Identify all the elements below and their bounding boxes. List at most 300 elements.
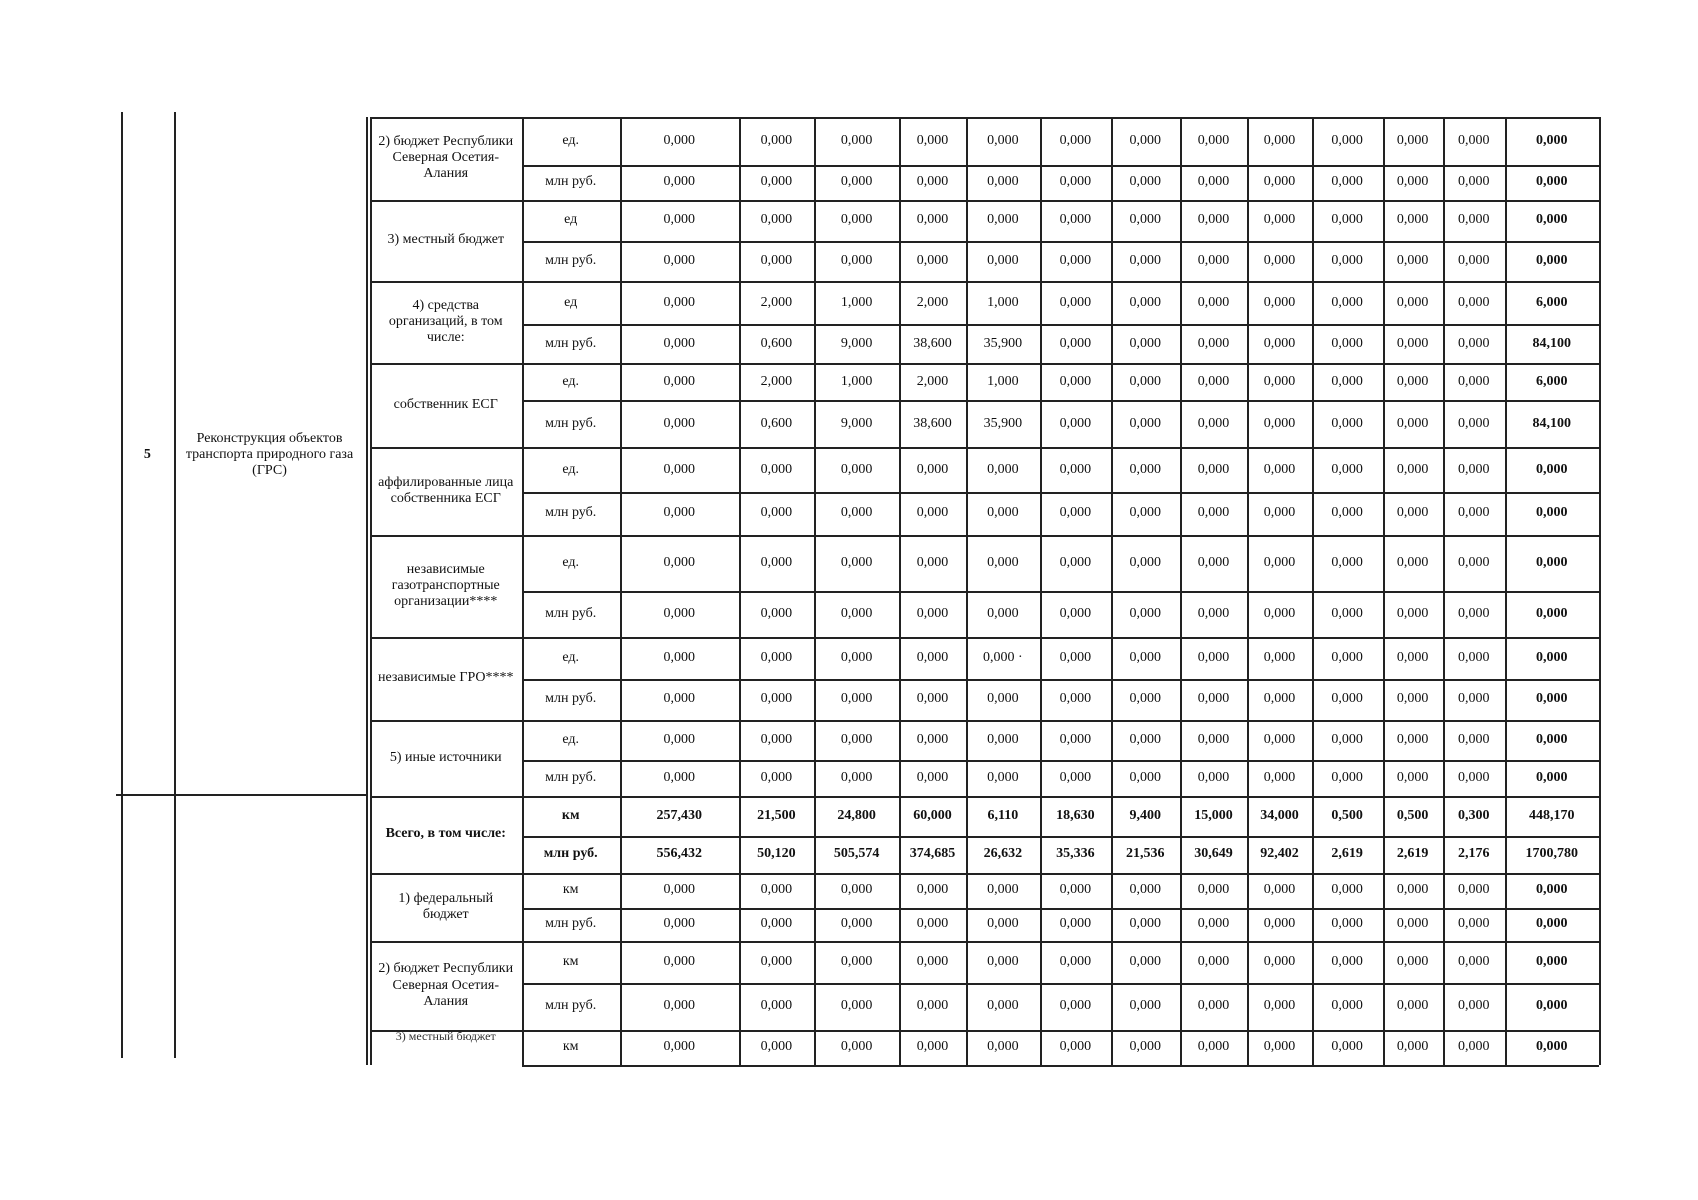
- value-cell: 0,000: [840, 954, 873, 970]
- value-cell: 0,000: [760, 649, 793, 665]
- value-cell: 0,000: [1129, 415, 1161, 431]
- value-cell: 0,000: [1457, 415, 1490, 431]
- value-cell: 0,000: [1197, 770, 1230, 786]
- value-cell: 0,000: [663, 461, 696, 477]
- value-cell: 0,000: [760, 882, 793, 898]
- value-cell: 0,000: [1263, 882, 1296, 898]
- value-cell: 9,400: [1129, 807, 1161, 823]
- value-cell: 30,649: [1194, 846, 1233, 862]
- value-cell: 0,000: [1396, 132, 1429, 148]
- value-cell: 257,430: [656, 807, 703, 823]
- value-cell: 0,000: [840, 998, 873, 1014]
- value-cell: 0,000: [840, 606, 873, 622]
- total-cell: 0,000: [1536, 882, 1568, 898]
- value-cell: 2,176: [1457, 846, 1490, 862]
- value-cell: 0,000: [1396, 954, 1429, 970]
- value-cell: 0,000: [760, 554, 793, 570]
- value-cell: 0,000: [1457, 212, 1490, 228]
- total-cell: 0,000: [1536, 606, 1568, 622]
- value-cell: 0,000: [1457, 882, 1490, 898]
- value-cell: 0,000: [760, 770, 793, 786]
- section-divider-line: [116, 794, 366, 796]
- value-cell: 38,600: [913, 415, 952, 431]
- value-cell: 18,630: [1056, 807, 1095, 823]
- value-cell: 0,000: [1331, 554, 1363, 570]
- total-cell: 0,000: [1536, 770, 1568, 786]
- value-cell: 92,402: [1260, 846, 1299, 862]
- value-cell: 0,000: [916, 505, 949, 521]
- value-cell: 0,000: [760, 606, 793, 622]
- value-cell: 0,000: [663, 954, 696, 970]
- value-cell: 0,000: [1396, 1039, 1429, 1055]
- value-cell: 34,000: [1260, 807, 1299, 823]
- total-cell: 0,000: [1536, 132, 1568, 148]
- value-cell: 0,000: [916, 882, 949, 898]
- value-cell: 0,000: [663, 554, 696, 570]
- value-cell: 0,000: [840, 691, 873, 707]
- value-cell: 0,600: [760, 415, 793, 431]
- value-cell: 0,000: [840, 554, 873, 570]
- value-cell: 0,000: [1457, 294, 1490, 310]
- value-cell: 0,000: [1129, 1039, 1161, 1055]
- value-cell: 0,000: [1263, 649, 1296, 665]
- value-cell: 0,000: [1197, 1039, 1230, 1055]
- value-cell: 0,000: [1457, 606, 1490, 622]
- value-cell: 0,000: [1331, 253, 1363, 269]
- value-cell: 0,000: [663, 691, 696, 707]
- value-cell: 0,000: [916, 174, 949, 190]
- total-cell: 0,000: [1536, 954, 1568, 970]
- value-cell: 0,000: [987, 212, 1019, 228]
- column-divider-title: [366, 117, 368, 1065]
- total-cell: 0,000: [1536, 554, 1568, 570]
- value-cell: 0,000: [760, 505, 793, 521]
- value-cell: 0,000: [1129, 882, 1161, 898]
- value-cell: 0,000: [987, 132, 1019, 148]
- source-label: 2) бюджет Республики Северная Осетия-Алания: [378, 134, 514, 182]
- value-cell: 0,000: [1059, 132, 1092, 148]
- value-cell: 0,000: [1197, 294, 1230, 310]
- value-cell: 0,000: [1197, 174, 1230, 190]
- value-cell: 0,000: [663, 916, 696, 932]
- value-cell: 0,000: [663, 1039, 696, 1055]
- total-cell: 6,000: [1536, 373, 1568, 389]
- value-cell: 0,000: [663, 770, 696, 786]
- value-cell: 0,000: [1129, 505, 1161, 521]
- value-cell: 0,000 ·: [983, 649, 1023, 665]
- value-cell: 0,000: [1263, 998, 1296, 1014]
- value-cell: 0,000: [1129, 732, 1161, 748]
- value-cell: 0,000: [1129, 212, 1161, 228]
- value-cell: 0,000: [1457, 505, 1490, 521]
- value-cell: 0,000: [1263, 732, 1296, 748]
- grid-line-vertical: [1599, 117, 1601, 797]
- value-cell: 0,000: [987, 954, 1019, 970]
- unit-cell: ед.: [562, 373, 580, 389]
- value-cell: 0,000: [760, 732, 793, 748]
- value-cell: 0,000: [663, 335, 696, 351]
- value-cell: 0,000: [916, 253, 949, 269]
- value-cell: 0,500: [1331, 807, 1363, 823]
- value-cell: 2,619: [1331, 846, 1363, 862]
- value-cell: 21,500: [757, 807, 796, 823]
- value-cell: 0,000: [1129, 954, 1161, 970]
- value-cell: 35,900: [983, 335, 1023, 351]
- source-label: 4) средства организаций, в том числе:: [388, 298, 503, 346]
- value-cell: 0,000: [840, 732, 873, 748]
- value-cell: 0,000: [1129, 691, 1161, 707]
- unit-cell: млн руб.: [545, 998, 597, 1014]
- total-cell: 84,100: [1532, 335, 1572, 351]
- value-cell: 0,000: [1263, 132, 1296, 148]
- source-label: 1) федеральный бюджет: [398, 890, 494, 923]
- value-cell: 0,000: [760, 461, 793, 477]
- value-cell: 0,000: [1396, 882, 1429, 898]
- source-label: аффилированные лица собственника ЕСГ: [378, 474, 514, 506]
- unit-cell: млн руб.: [545, 505, 597, 521]
- value-cell: 0,000: [916, 132, 949, 148]
- value-cell: 2,619: [1396, 846, 1429, 862]
- value-cell: 0,000: [840, 916, 873, 932]
- value-cell: 0,000: [1059, 174, 1092, 190]
- value-cell: 0,000: [663, 212, 696, 228]
- value-cell: 0,000: [987, 882, 1019, 898]
- value-cell: 2,000: [760, 294, 793, 310]
- value-cell: 0,000: [1197, 649, 1230, 665]
- value-cell: 0,000: [1129, 253, 1161, 269]
- value-cell: 0,000: [1263, 373, 1296, 389]
- value-cell: 0,000: [1059, 770, 1092, 786]
- value-cell: 0,000: [1197, 998, 1230, 1014]
- value-cell: 0,000: [916, 554, 949, 570]
- value-cell: 0,000: [760, 174, 793, 190]
- value-cell: 0,000: [840, 505, 873, 521]
- value-cell: 0,000: [1059, 732, 1092, 748]
- value-cell: 1,000: [987, 294, 1019, 310]
- value-cell: 0,000: [1331, 998, 1363, 1014]
- value-cell: 0,000: [916, 212, 949, 228]
- value-cell: 0,000: [760, 916, 793, 932]
- value-cell: 0,000: [1059, 606, 1092, 622]
- value-cell: 0,000: [1197, 415, 1230, 431]
- value-cell: 0,000: [1263, 212, 1296, 228]
- value-cell: 0,000: [1263, 335, 1296, 351]
- value-cell: 0,000: [1457, 335, 1490, 351]
- unit-cell: ед.: [562, 732, 580, 748]
- value-cell: 0,000: [1197, 132, 1230, 148]
- value-cell: 0,000: [1396, 212, 1429, 228]
- value-cell: 0,000: [1059, 691, 1092, 707]
- value-cell: 0,000: [1129, 132, 1161, 148]
- value-cell: 0,000: [1197, 732, 1230, 748]
- value-cell: 0,000: [840, 461, 873, 477]
- value-cell: 0,000: [1059, 649, 1092, 665]
- value-cell: 0,000: [1331, 882, 1363, 898]
- value-cell: 0,000: [916, 1039, 949, 1055]
- value-cell: 0,300: [1457, 807, 1490, 823]
- unit-cell: млн руб.: [545, 916, 597, 932]
- unit-cell: км: [562, 954, 579, 970]
- value-cell: 0,000: [663, 732, 696, 748]
- value-cell: 0,000: [663, 606, 696, 622]
- value-cell: 0,000: [1059, 554, 1092, 570]
- value-cell: 0,000: [840, 649, 873, 665]
- value-cell: 0,000: [663, 415, 696, 431]
- total-cell: 0,000: [1536, 998, 1568, 1014]
- total-cell: 1700,780: [1525, 846, 1579, 862]
- value-cell: 0,000: [1197, 554, 1230, 570]
- total-cell: 0,000: [1536, 505, 1568, 521]
- value-cell: 0,000: [1457, 461, 1490, 477]
- value-cell: 0,000: [760, 132, 793, 148]
- value-cell: 0,000: [1457, 554, 1490, 570]
- unit-cell: ед.: [562, 132, 580, 148]
- value-cell: 0,000: [1059, 294, 1092, 310]
- value-cell: 0,000: [1059, 373, 1092, 389]
- value-cell: 0,000: [1129, 461, 1161, 477]
- item-title: Реконструкция объектов транспорта природного газа (ГРС): [185, 431, 354, 479]
- unit-cell: ед.: [562, 649, 580, 665]
- value-cell: 35,900: [983, 415, 1023, 431]
- value-cell: 0,000: [1331, 335, 1363, 351]
- value-cell: 0,000: [840, 1039, 873, 1055]
- value-cell: 0,000: [916, 606, 949, 622]
- unit-cell: млн руб.: [545, 335, 597, 351]
- value-cell: 0,000: [1331, 770, 1363, 786]
- unit-cell: км: [562, 882, 579, 898]
- value-cell: 0,000: [1059, 253, 1092, 269]
- value-cell: 0,000: [1457, 916, 1490, 932]
- value-cell: 0,000: [760, 954, 793, 970]
- value-cell: 0,000: [916, 691, 949, 707]
- total-cell: 0,000: [1536, 174, 1568, 190]
- value-cell: 0,000: [1263, 253, 1296, 269]
- unit-cell: млн руб.: [545, 174, 597, 190]
- value-cell: 0,000: [1396, 505, 1429, 521]
- value-cell: 0,000: [1396, 691, 1429, 707]
- value-cell: 0,000: [1129, 373, 1161, 389]
- value-cell: 60,000: [913, 807, 952, 823]
- value-cell: 0,000: [916, 770, 949, 786]
- value-cell: 9,000: [840, 415, 873, 431]
- value-cell: 0,000: [1457, 998, 1490, 1014]
- value-cell: 0,000: [1396, 415, 1429, 431]
- total-cell: 0,000: [1536, 691, 1568, 707]
- value-cell: 0,000: [1129, 174, 1161, 190]
- value-cell: 0,000: [987, 732, 1019, 748]
- value-cell: 0,000: [1197, 954, 1230, 970]
- unit-cell: млн руб.: [545, 415, 597, 431]
- value-cell: 0,000: [1396, 253, 1429, 269]
- value-cell: 0,000: [1129, 335, 1161, 351]
- value-cell: 0,000: [987, 253, 1019, 269]
- value-cell: 21,536: [1126, 846, 1165, 862]
- value-cell: 0,000: [840, 253, 873, 269]
- value-cell: 0,000: [1396, 916, 1429, 932]
- source-label: 3) местный бюджет: [387, 232, 505, 248]
- value-cell: 0,000: [1457, 649, 1490, 665]
- value-cell: 0,000: [1457, 174, 1490, 190]
- total-cell: 0,000: [1536, 649, 1568, 665]
- value-cell: 0,600: [760, 335, 793, 351]
- value-cell: 0,000: [1197, 373, 1230, 389]
- value-cell: 0,000: [1263, 954, 1296, 970]
- value-cell: 0,000: [1331, 132, 1363, 148]
- value-cell: 38,600: [913, 335, 952, 351]
- value-cell: 0,000: [1396, 606, 1429, 622]
- value-cell: 0,000: [663, 174, 696, 190]
- value-cell: 24,800: [837, 807, 876, 823]
- total-cell: 6,000: [1536, 294, 1568, 310]
- total-cell: 0,000: [1536, 732, 1568, 748]
- value-cell: 0,000: [916, 954, 949, 970]
- value-cell: 0,000: [1263, 916, 1296, 932]
- total-cell: 84,100: [1532, 415, 1572, 431]
- value-cell: 0,000: [1331, 505, 1363, 521]
- unit-cell: ед.: [562, 554, 580, 570]
- value-cell: 2,000: [916, 294, 949, 310]
- value-cell: 0,000: [663, 505, 696, 521]
- value-cell: 0,000: [760, 998, 793, 1014]
- value-cell: 0,000: [1197, 212, 1230, 228]
- value-cell: 0,000: [1197, 335, 1230, 351]
- value-cell: 0,000: [663, 373, 696, 389]
- value-cell: 0,000: [916, 998, 949, 1014]
- value-cell: 0,000: [1457, 732, 1490, 748]
- value-cell: 0,000: [1263, 174, 1296, 190]
- value-cell: 1,000: [987, 373, 1019, 389]
- value-cell: 0,000: [916, 461, 949, 477]
- value-cell: 0,000: [1059, 335, 1092, 351]
- value-cell: 0,000: [1396, 373, 1429, 389]
- value-cell: 50,120: [757, 846, 796, 862]
- value-cell: 2,000: [760, 373, 793, 389]
- unit-cell: ед: [564, 294, 578, 310]
- value-cell: 0,000: [1331, 294, 1363, 310]
- value-cell: 0,000: [1129, 554, 1161, 570]
- value-cell: 0,000: [1331, 916, 1363, 932]
- unit-cell: км: [562, 1039, 579, 1055]
- value-cell: 0,000: [1331, 606, 1363, 622]
- value-cell: 0,000: [760, 691, 793, 707]
- source-label: 2) бюджет Республики Северная Осетия-Алания: [378, 961, 514, 1009]
- value-cell: 0,000: [663, 998, 696, 1014]
- source-label: Всего, в том числе:: [385, 826, 506, 842]
- value-cell: 0,000: [1396, 335, 1429, 351]
- unit-cell: млн руб.: [543, 846, 598, 862]
- value-cell: 0,000: [916, 649, 949, 665]
- value-cell: 0,000: [1457, 954, 1490, 970]
- value-cell: 0,000: [1331, 415, 1363, 431]
- value-cell: 0,000: [1197, 505, 1230, 521]
- value-cell: 0,000: [1197, 882, 1230, 898]
- value-cell: 0,000: [1396, 732, 1429, 748]
- unit-cell: км: [561, 807, 580, 823]
- total-cell: 0,000: [1536, 253, 1568, 269]
- value-cell: 0,000: [1263, 461, 1296, 477]
- unit-cell: млн руб.: [545, 606, 597, 622]
- source-label: независимые ГРО****: [377, 670, 514, 686]
- value-cell: 0,000: [1129, 916, 1161, 932]
- value-cell: 0,000: [1129, 649, 1161, 665]
- value-cell: 0,000: [1197, 916, 1230, 932]
- source-label: 3) местный бюджет: [395, 1029, 496, 1043]
- value-cell: 0,000: [840, 132, 873, 148]
- value-cell: 0,000: [1263, 505, 1296, 521]
- value-cell: 0,000: [987, 1039, 1019, 1055]
- value-cell: 0,000: [1331, 373, 1363, 389]
- unit-cell: млн руб.: [545, 253, 597, 269]
- value-cell: 0,000: [1331, 174, 1363, 190]
- value-cell: 0,000: [1331, 649, 1363, 665]
- value-cell: 0,000: [840, 212, 873, 228]
- item-number: 5: [143, 447, 151, 463]
- value-cell: 0,000: [1059, 882, 1092, 898]
- value-cell: 0,000: [1129, 606, 1161, 622]
- source-label: 5) иные источники: [389, 750, 502, 766]
- value-cell: 0,000: [1457, 691, 1490, 707]
- total-cell: 0,000: [1536, 1039, 1568, 1055]
- value-cell: 0,000: [663, 882, 696, 898]
- value-cell: 0,000: [1263, 415, 1296, 431]
- value-cell: 0,000: [987, 998, 1019, 1014]
- value-cell: 0,000: [1331, 691, 1363, 707]
- value-cell: 0,000: [1263, 294, 1296, 310]
- value-cell: 0,000: [1263, 1039, 1296, 1055]
- value-cell: 0,000: [663, 132, 696, 148]
- value-cell: 0,000: [1331, 954, 1363, 970]
- value-cell: 0,000: [1457, 132, 1490, 148]
- unit-cell: млн руб.: [545, 770, 597, 786]
- value-cell: 0,000: [1059, 954, 1092, 970]
- value-cell: 0,000: [987, 606, 1019, 622]
- value-cell: 1,000: [840, 373, 873, 389]
- value-cell: 0,000: [1396, 461, 1429, 477]
- value-cell: 0,000: [916, 732, 949, 748]
- value-cell: 26,632: [983, 846, 1023, 862]
- value-cell: 0,500: [1396, 807, 1429, 823]
- value-cell: 0,000: [663, 294, 696, 310]
- value-cell: 0,000: [1263, 554, 1296, 570]
- value-cell: 0,000: [987, 691, 1019, 707]
- value-cell: 6,110: [987, 807, 1019, 823]
- value-cell: 0,000: [1457, 770, 1490, 786]
- total-cell: 0,000: [1536, 212, 1568, 228]
- value-cell: 0,000: [840, 882, 873, 898]
- value-cell: 0,000: [1331, 732, 1363, 748]
- value-cell: 15,000: [1194, 807, 1233, 823]
- value-cell: 0,000: [840, 174, 873, 190]
- value-cell: 2,000: [916, 373, 949, 389]
- value-cell: 0,000: [1331, 461, 1363, 477]
- value-cell: 0,000: [1396, 998, 1429, 1014]
- grid-line-horizontal: [522, 1065, 1599, 1067]
- value-cell: 0,000: [1396, 174, 1429, 190]
- source-label: собственник ЕСГ: [393, 397, 498, 413]
- source-label: независимые газотранспортные организации****: [391, 561, 500, 609]
- value-cell: 0,000: [987, 505, 1019, 521]
- value-cell: 0,000: [1197, 461, 1230, 477]
- value-cell: 0,000: [987, 461, 1019, 477]
- value-cell: 0,000: [1197, 691, 1230, 707]
- value-cell: 0,000: [1197, 253, 1230, 269]
- value-cell: 0,000: [1457, 253, 1490, 269]
- value-cell: 0,000: [1396, 294, 1429, 310]
- value-cell: 0,000: [987, 770, 1019, 786]
- value-cell: 556,432: [656, 846, 703, 862]
- value-cell: 0,000: [1263, 606, 1296, 622]
- value-cell: 0,000: [987, 916, 1019, 932]
